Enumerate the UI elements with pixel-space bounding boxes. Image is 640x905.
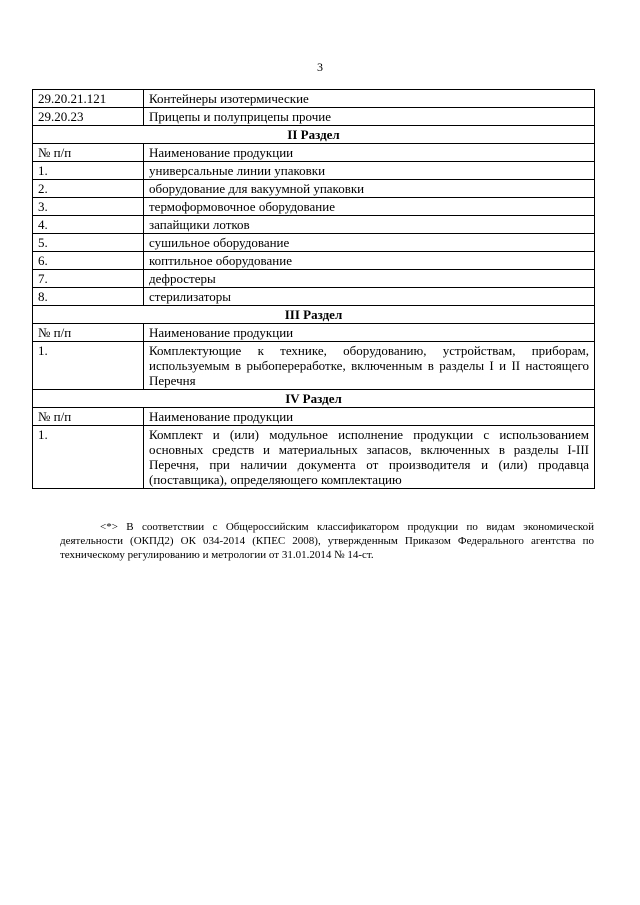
- okpd-code-cell: 29.20.21.121: [33, 90, 144, 108]
- product-name-cell: сушильное оборудование: [144, 234, 595, 252]
- table-row: [33, 108, 595, 126]
- section-2-title: II Раздел: [33, 126, 595, 144]
- product-name-cell: запайщики лотков: [144, 216, 595, 234]
- table-row: [33, 270, 595, 288]
- section-2-header-row: [33, 126, 595, 144]
- row-number-cell: 2.: [33, 180, 144, 198]
- column-header-name: Наименование продукции: [144, 408, 595, 426]
- section-4-title: IV Раздел: [33, 390, 595, 408]
- product-name-cell: оборудование для вакуумной упаковки: [144, 180, 595, 198]
- section-4-column-header-row: [33, 408, 595, 426]
- row-number-cell: 4.: [33, 216, 144, 234]
- table-row: [33, 234, 595, 252]
- section-3-title: III Раздел: [33, 306, 595, 324]
- row-number-cell: 8.: [33, 288, 144, 306]
- row-number-cell: 5.: [33, 234, 144, 252]
- product-name-cell: Комплектующие к технике, оборудованию, устройствам, приборам, используемым в рыбопереработке, включенным в разделы I и II настоящего Перечня: [144, 342, 595, 390]
- product-name-cell: Контейнеры изотермические: [144, 90, 595, 108]
- page-number: 3: [317, 60, 323, 74]
- row-number-cell: 3.: [33, 198, 144, 216]
- row-number-cell: 1.: [33, 342, 144, 390]
- row-number-cell: 6.: [33, 252, 144, 270]
- row-number-cell: 1.: [33, 426, 144, 489]
- row-number-cell: 7.: [33, 270, 144, 288]
- column-header-name: Наименование продукции: [144, 324, 595, 342]
- product-name-cell: термоформовочное оборудование: [144, 198, 595, 216]
- table-row: [33, 198, 595, 216]
- table-row: [33, 216, 595, 234]
- table-row: [33, 162, 595, 180]
- section-2-column-header-row: [33, 144, 595, 162]
- product-name-cell: Прицепы и полуприцепы прочие: [144, 108, 595, 126]
- table-row: [33, 288, 595, 306]
- product-name-cell: Комплект и (или) модульное исполнение продукции с использованием основных средств и материальных запасов, включенных в разделы I-III Перечня, при наличии документа от производителя и (или) продавца (поставщика), определяющего комплектацию: [144, 426, 595, 489]
- footnote: <*> В соответствии с Общероссийским классификатором продукции по видам экономической деятельности (ОКПД2) ОК 034-2014 (КПЕС 2008), утвержденным Приказом Федерального агентства по техническому регулированию и метрологии от 31.01.2014 № 14-ст.: [60, 521, 594, 561]
- section-3-column-header-row: [33, 324, 595, 342]
- column-header-number: № п/п: [33, 408, 144, 426]
- product-list-table: [32, 89, 595, 489]
- table-row: [33, 426, 595, 489]
- table-row: [33, 180, 595, 198]
- row-number-cell: 1.: [33, 162, 144, 180]
- table-row: [33, 252, 595, 270]
- section-3-header-row: [33, 306, 595, 324]
- section-4-header-row: [33, 390, 595, 408]
- column-header-number: № п/п: [33, 324, 144, 342]
- table-row: [33, 342, 595, 390]
- product-name-cell: стерилизаторы: [144, 288, 595, 306]
- okpd-code-cell: 29.20.23: [33, 108, 144, 126]
- column-header-name: Наименование продукции: [144, 144, 595, 162]
- table-row: [33, 90, 595, 108]
- product-name-cell: универсальные линии упаковки: [144, 162, 595, 180]
- product-name-cell: дефростеры: [144, 270, 595, 288]
- product-name-cell: коптильное оборудование: [144, 252, 595, 270]
- column-header-number: № п/п: [33, 144, 144, 162]
